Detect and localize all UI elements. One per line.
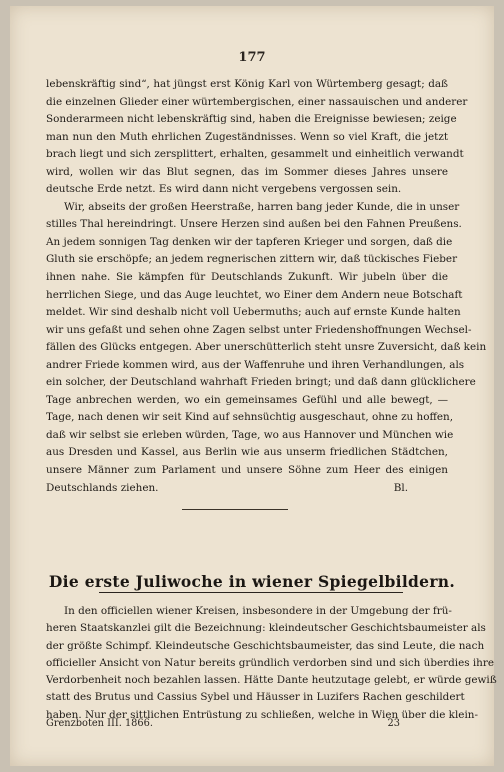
text-line: brach liegt und sich zersplittert, erhalten, gesammelt und einheitlich verwandt: [46, 148, 464, 161]
text-line: unsere Männer zum Parlament und unsere Söhne zum Heer des einigen: [46, 464, 448, 477]
text-line: Sonderarmeen nicht lebenskräftig sind, haben die Ereignisse bewiesen; zeige: [46, 113, 457, 126]
paragraph-1: [46, 76, 487, 497]
text-line: Gluth sie erschöpfe; an jedem regnerischen zittern wir, daß tückisches Fieber: [46, 253, 458, 266]
text-line: heren Staatskanzlei gilt die Bezeichnung: kleindeutscher Geschichtsbaumeister als: [46, 622, 486, 635]
text-line: der größte Schimpf. Kleindeutsche Geschichtsbaumeister, das sind Leute, die nach: [46, 639, 485, 652]
text-line: aus Dresden und Kassel, aus Berlin wie aus unserm friedlichen Städtchen,: [46, 446, 448, 459]
text-line: Wir, abseits der großen Heerstraße, harren bang jeder Kunde, die in unser: [64, 200, 460, 213]
text-line: An jedem sonnigen Tag denken wir der tapferen Krieger und sorgen, daß die: [46, 235, 453, 248]
text-line: haben. Nur der sittlichen Entrüstung zu schließen, welche in Wien über die klein-: [46, 708, 478, 721]
text-line: ihnen nahe. Sie kämpfen für Deutschlands Zukunft. Wir jubeln über die: [46, 271, 448, 284]
text-line: statt des Brutus und Cassius Sybel und Häusser in Luzifers Rachen geschildert: [46, 691, 465, 704]
paragraph-2: [46, 603, 497, 724]
text-line: deutsche Erde netzt. Es wird dann nicht vergebens vergossen sein.: [46, 183, 402, 196]
author-signature: Bl.: [393, 481, 408, 494]
text-line: ein solcher, der Deutschland wahrhaft Frieden bringt; und daß dann glücklichere: [46, 376, 476, 389]
text-line: daß wir selbst sie erleben würden, Tage, wo aus Hannover und München wie: [46, 428, 454, 441]
closing-line: [46, 480, 448, 498]
text-line: wir uns gefaßt und sehen ohne Zagen selbst unter Friedenshoffnungen Wechsel-: [46, 323, 472, 336]
text-line: Verdorbenheit noch bezahlen lassen. Hätte Dante heutzutage gelebt, er würde gewiß: [46, 674, 497, 687]
text-line: fällen des Glücks entgegen. Aber unerschütterlich steht unsre Zuversicht, daß kein: [46, 341, 487, 354]
heading-underline: [99, 592, 403, 593]
page-number: 177: [238, 50, 266, 65]
text-line: wird, wollen wir das Blut segnen, das im Sommer dieses Jahres unsere: [46, 165, 448, 178]
text-line: andrer Friede kommen wird, aus der Waffenruhe und ihren Verhandlungen, als: [46, 358, 465, 371]
text-line: stilles Thal hereindringt. Unsere Herzen sind außen bei den Fahnen Preußens.: [46, 218, 462, 231]
text-line: man nun den Muth ehrlichen Zugeständnisses. Wenn so viel Kraft, die jetzt: [46, 130, 448, 143]
document-page: [10, 6, 497, 766]
footer-journal: Grenzboten III. 1866.: [46, 718, 153, 729]
text-line: herrlichen Siege, und das Auge leuchtet, wo Einer dem Andern neue Botschaft: [46, 288, 463, 301]
closing-text: Deutschlands ziehen.: [46, 481, 159, 494]
text-line: Tage anbrechen werden, wo ein gemeinsames Gefühl und alle bewegt, —: [46, 393, 448, 406]
text-line: In den officiellen wiener Kreisen, insbesondere in der Umgebung der frü-: [64, 605, 452, 617]
text-line: die einzelnen Glieder einer würtembergischen, einer nassauischen und anderer: [46, 95, 468, 108]
footer-signature-mark: 23: [387, 718, 400, 729]
article-heading: Die erste Juliwoche in wiener Spiegelbildern.: [48, 572, 456, 591]
text-line: Tage, nach denen wir seit Kind auf sehnsüchtig ausgeschaut, ohne zu hoffen,: [46, 411, 454, 424]
text-line: lebenskräftig sind“, hat jüngst erst König Karl von Würtemberg gesagt; daß: [46, 78, 448, 90]
text-line: officieller Ansicht von Natur bereits gründlich verdorben sind und sich überdies ihre: [46, 656, 494, 669]
text-line: meldet. Wir sind deshalb nicht voll Uebermuths; auch auf ernste Kunde halten: [46, 306, 461, 319]
section-divider: [182, 509, 288, 510]
